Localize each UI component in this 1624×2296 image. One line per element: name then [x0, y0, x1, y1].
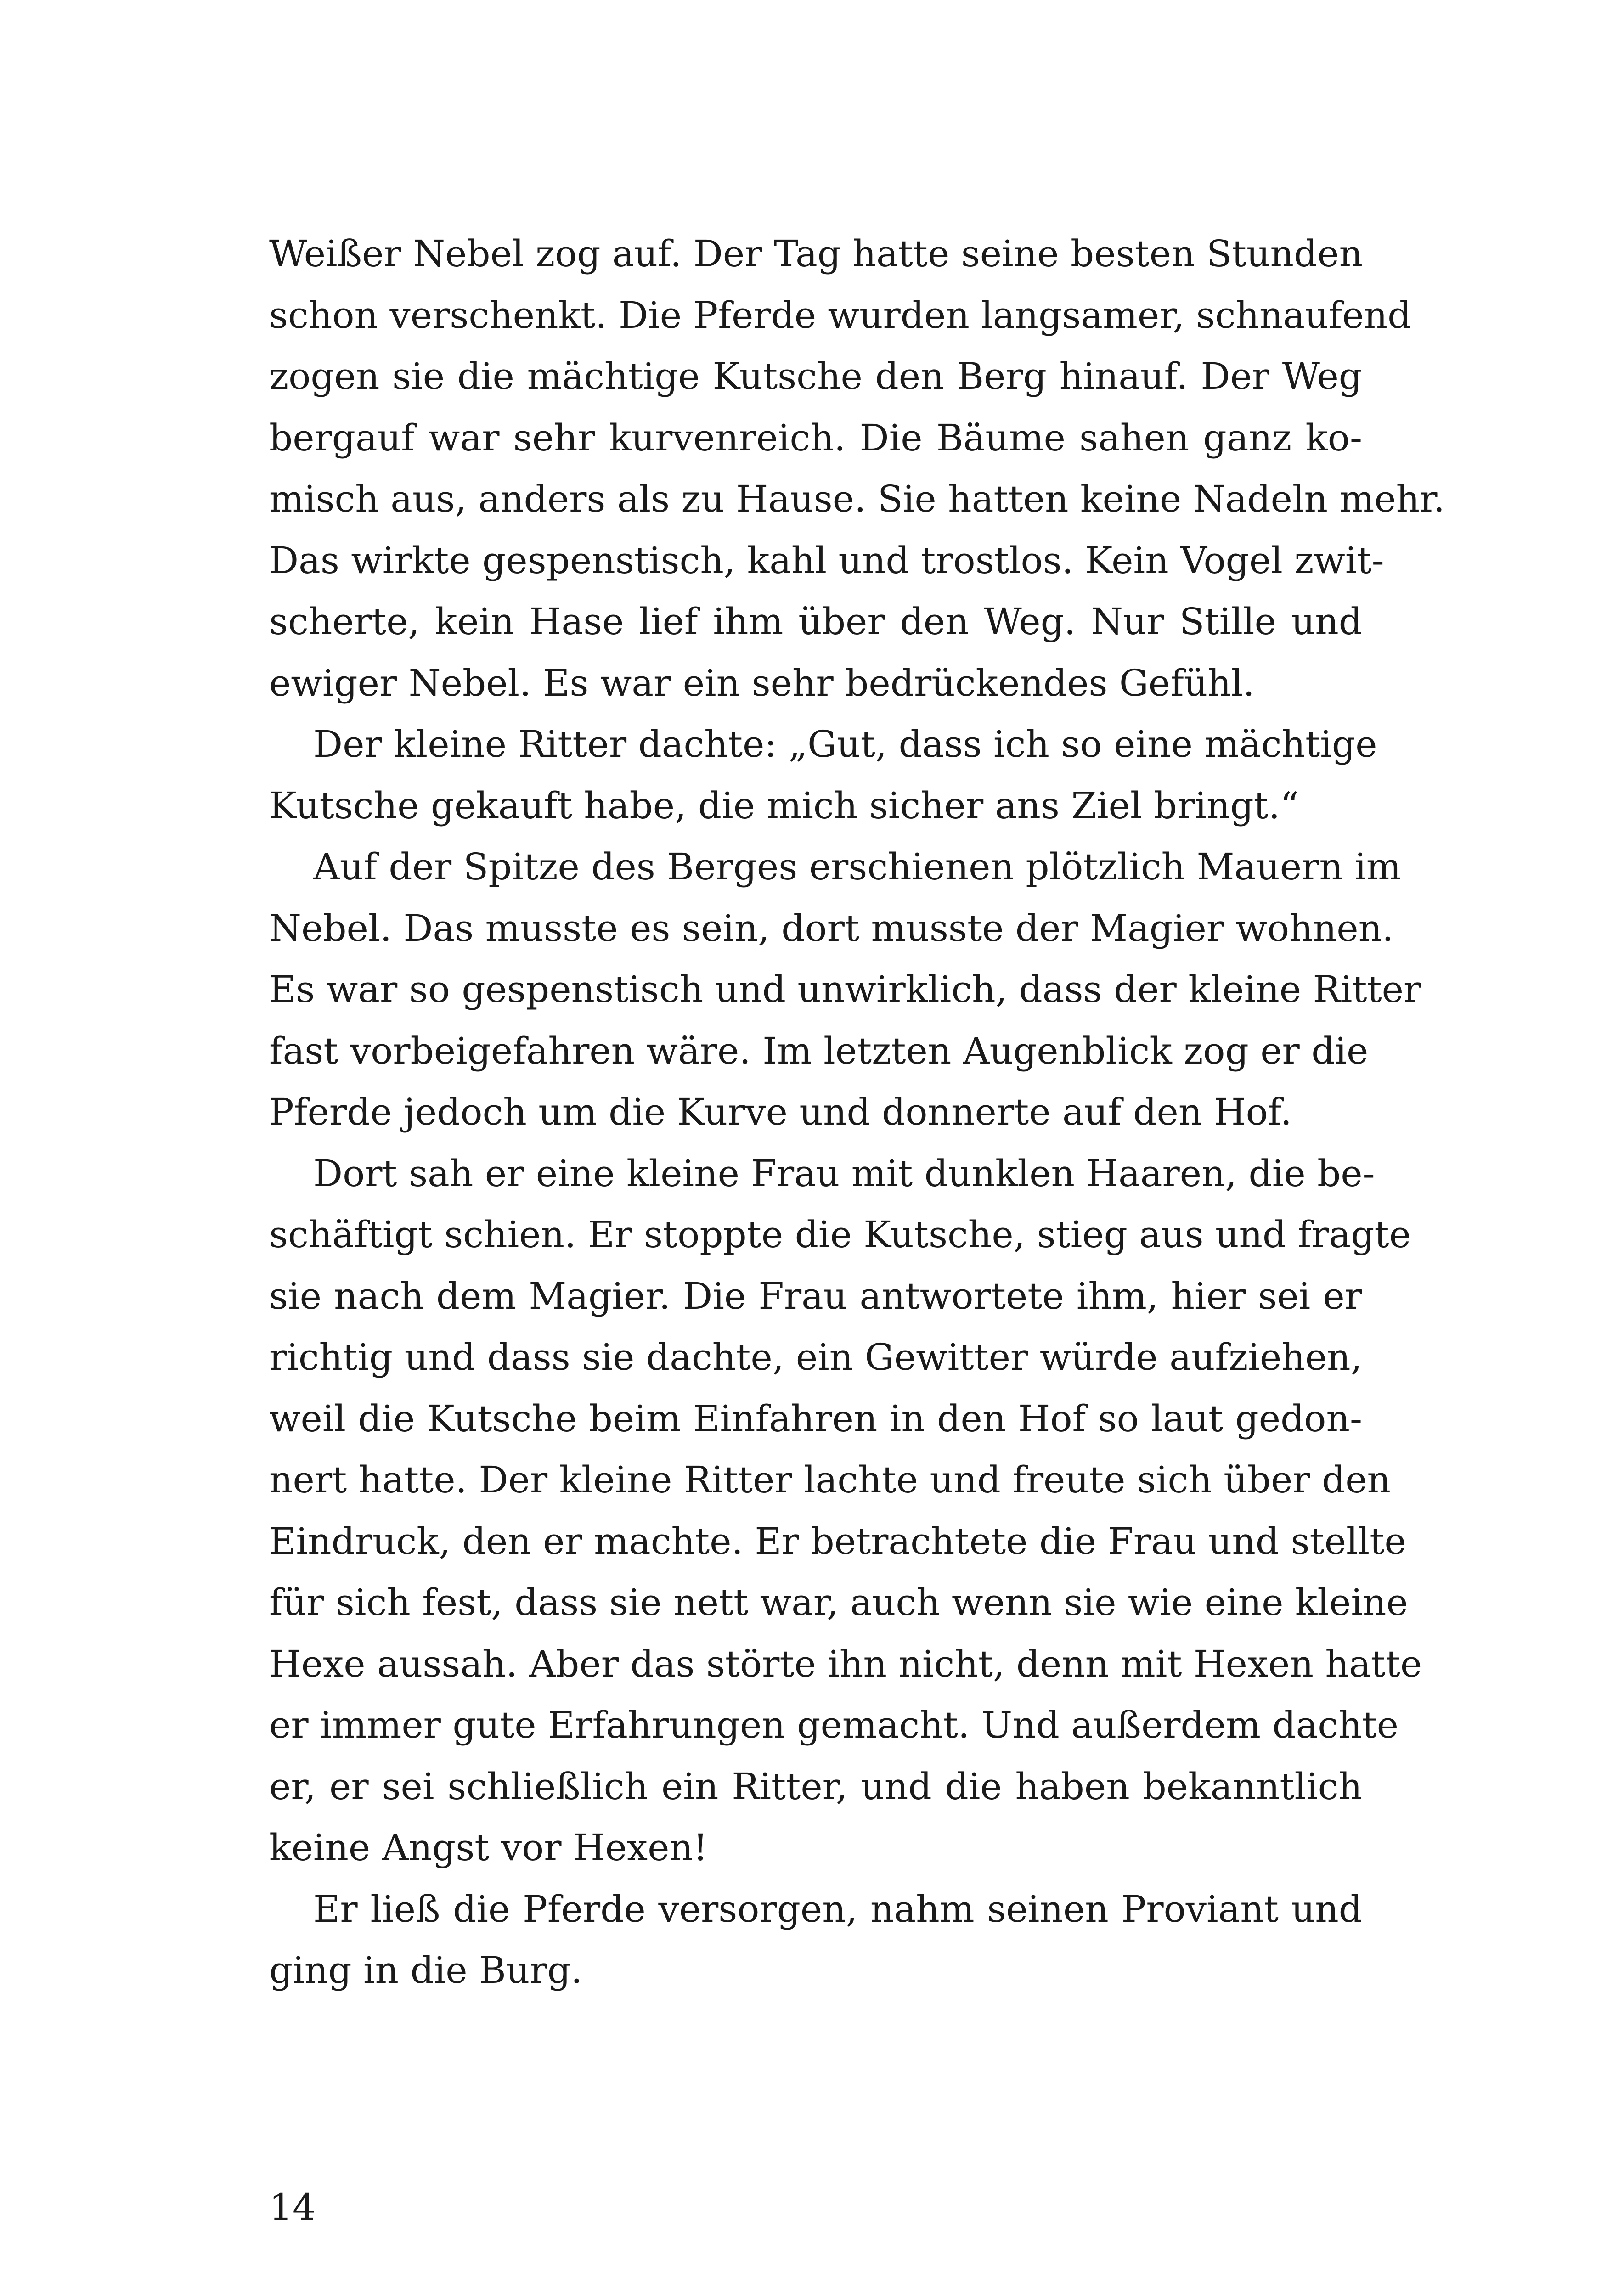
text-line: Eindruck, den er machte. Er betrachtete die Frau und stellte	[269, 1519, 1406, 1563]
text-line: nert hatte. Der kleine Ritter lachte und freute sich über den	[269, 1458, 1391, 1501]
text-line: Nebel. Das musste es sein, dort musste der Magier wohnen.	[269, 906, 1394, 950]
text-line: Er ließ die Pferde versorgen, nahm seinen Proviant und	[313, 1887, 1362, 1930]
text-line: Hexe aussah. Aber das störte ihn nicht, denn mit Hexen hatte	[269, 1642, 1422, 1685]
text-line: er immer gute Erfahrungen gemacht. Und außerdem dachte	[269, 1704, 1399, 1746]
text-line: weil die Kutsche beim Einfahren in den Hof so laut gedon-	[269, 1397, 1362, 1440]
text-line: Kutsche gekauft habe, die mich sicher ans Ziel bringt.“	[269, 784, 1299, 827]
text-line: Der kleine Ritter dachte: „Gut, dass ich so eine mächtige	[313, 723, 1377, 765]
text-line: Es war so gespenstisch und unwirklich, dass der kleine Ritter	[269, 968, 1421, 1011]
text-line: bergauf war sehr kurvenreich. Die Bäume sahen ganz ko-	[269, 416, 1362, 459]
text-line: keine Angst vor Hexen!	[269, 1826, 708, 1869]
text-line: Weißer Nebel zog auf. Der Tag hatte seine besten Stunden	[269, 232, 1363, 275]
text-line: für sich fest, dass sie nett war, auch wenn sie wie eine kleine	[269, 1581, 1408, 1624]
text-line: Pferde jedoch um die Kurve und donnerte auf den Hof.	[269, 1091, 1292, 1133]
text-line: schon verschenkt. Die Pferde wurden langsamer, schnaufend	[269, 293, 1411, 337]
text-line: scherte, kein Hase lief ihm über den Weg. Nur Stille und	[269, 600, 1362, 643]
text-line: schäftigt schien. Er stoppte die Kutsche, stieg aus und fragte	[269, 1213, 1411, 1256]
text-line: er, er sei schließlich ein Ritter, und die haben bekanntlich	[269, 1765, 1362, 1808]
text-line: ging in die Burg.	[269, 1949, 583, 1992]
text-line: richtig und dass sie dachte, ein Gewitter würde aufziehen,	[269, 1336, 1362, 1379]
text-line: ewiger Nebel. Es war ein sehr bedrückendes Gefühl.	[269, 661, 1255, 704]
text-line: Dort sah er eine kleine Frau mit dunklen Haaren, die be-	[313, 1152, 1375, 1195]
text-line: sie nach dem Magier. Die Frau antwortete ihm, hier sei er	[269, 1274, 1362, 1317]
text-line: fast vorbeigefahren wäre. Im letzten Augenblick zog er die	[269, 1029, 1369, 1072]
text-line: Das wirkte gespenstisch, kahl und trostlos. Kein Vogel zwit-	[269, 539, 1384, 582]
text-line: misch aus, anders als zu Hause. Sie hatten keine Nadeln mehr.	[269, 478, 1445, 520]
text-line: Auf der Spitze des Berges erschienen plötzlich Mauern im	[313, 845, 1401, 888]
body-text	[269, 223, 1445, 2001]
text-line: zogen sie die mächtige Kutsche den Berg hinauf. Der Weg	[269, 355, 1362, 398]
page-number: 14	[269, 2186, 316, 2228]
